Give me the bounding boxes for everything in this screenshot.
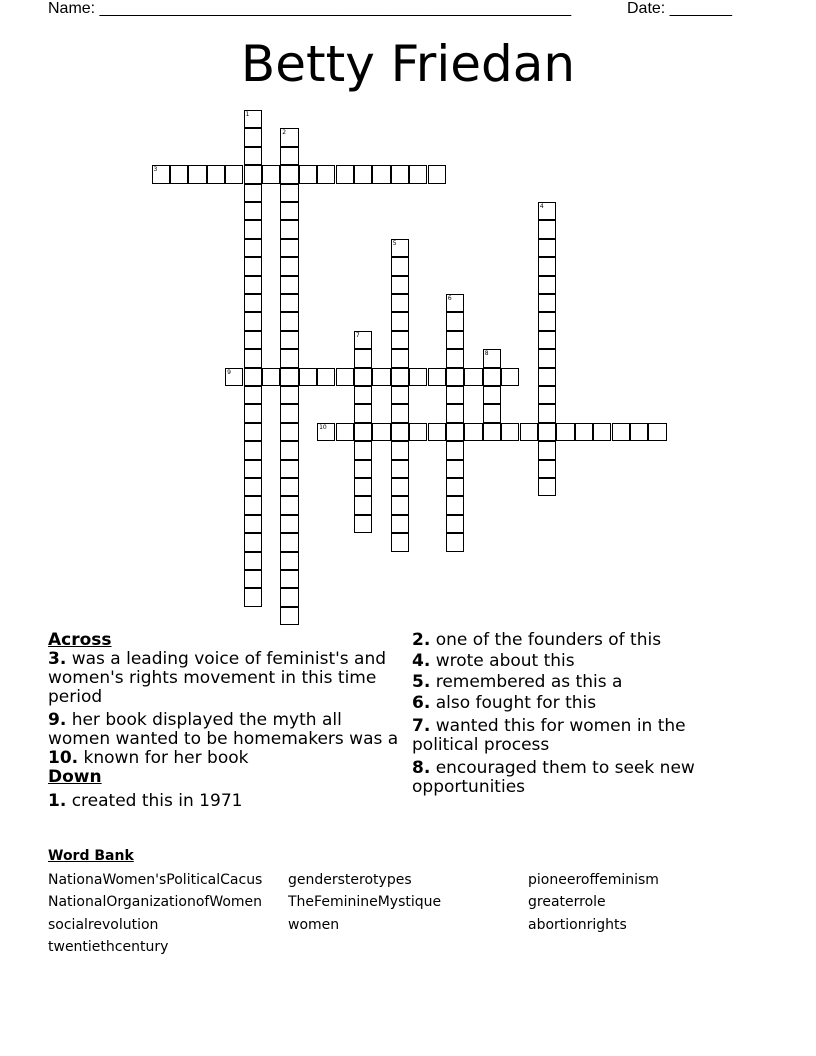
grid-cell[interactable]: [483, 349, 501, 367]
clue-text: wanted this for women in the political process: [412, 716, 686, 755]
grid-cell[interactable]: [244, 349, 262, 367]
grid-cell[interactable]: [446, 368, 464, 386]
grid-cell[interactable]: [391, 441, 409, 459]
grid-cell[interactable]: [280, 165, 298, 183]
page-title: Betty Friedan: [240, 35, 576, 93]
name-field[interactable]: Name: _____________________________________________________: [48, 0, 572, 17]
grid-cell[interactable]: [280, 312, 298, 330]
down-heading: Down: [48, 767, 102, 787]
date-field[interactable]: Date: _______: [627, 0, 732, 17]
grid-cell[interactable]: [299, 165, 317, 183]
word-bank-item: socialrevolution: [48, 916, 159, 933]
grid-cell[interactable]: [391, 460, 409, 478]
word-bank: [48, 845, 768, 959]
grid-cell[interactable]: [354, 386, 372, 404]
grid-cell[interactable]: [336, 165, 354, 183]
grid-cell[interactable]: [170, 165, 188, 183]
grid-cell[interactable]: [280, 423, 298, 441]
grid-cell[interactable]: [244, 128, 262, 146]
clue-text: one of the founders of this: [435, 630, 662, 650]
grid-cell[interactable]: [280, 276, 298, 294]
cell-number: 2: [282, 129, 287, 137]
grid-cell[interactable]: [244, 202, 262, 220]
grid-cell[interactable]: [244, 184, 262, 202]
grid-cell[interactable]: [280, 202, 298, 220]
grid-cell[interactable]: [391, 386, 409, 404]
grid-cell[interactable]: [244, 386, 262, 404]
clue-text: wrote about this: [435, 651, 575, 671]
grid-cell[interactable]: [244, 570, 262, 588]
grid-cell[interactable]: [391, 294, 409, 312]
grid-cell[interactable]: [244, 515, 262, 533]
word-bank-item: abortionrights: [528, 916, 627, 933]
grid-cell[interactable]: [538, 220, 556, 238]
clue-down-2: [412, 631, 752, 650]
grid-cell[interactable]: [538, 386, 556, 404]
grid-cell[interactable]: [225, 368, 243, 386]
grid-cell[interactable]: [317, 423, 335, 441]
word-bank-item: NationalOrganizationofWomen: [48, 894, 263, 910]
grid-cell[interactable]: [262, 165, 280, 183]
grid-cell[interactable]: [280, 257, 298, 275]
grid-cell[interactable]: [336, 423, 354, 441]
grid-cell[interactable]: [354, 349, 372, 367]
header: [48, 0, 748, 20]
grid-cell[interactable]: [538, 460, 556, 478]
grid-cell[interactable]: [391, 533, 409, 551]
grid-cell[interactable]: [280, 331, 298, 349]
grid-cell[interactable]: [244, 478, 262, 496]
grid-cell[interactable]: [538, 478, 556, 496]
clue-number: 5.: [412, 672, 431, 692]
grid-cell[interactable]: [225, 165, 243, 183]
grid-cell[interactable]: [280, 404, 298, 422]
grid-cell[interactable]: [446, 478, 464, 496]
grid-cell[interactable]: [354, 331, 372, 349]
grid-cell[interactable]: [354, 165, 372, 183]
grid-cell[interactable]: [299, 368, 317, 386]
cell-number: 8: [484, 350, 489, 358]
clue-down-8: [412, 759, 752, 797]
clue-across-10: [48, 749, 408, 768]
grid-cell[interactable]: [391, 368, 409, 386]
grid-cell[interactable]: [244, 331, 262, 349]
grid-cell[interactable]: [244, 588, 262, 606]
grid-cell[interactable]: [244, 110, 262, 128]
grid-cell[interactable]: [280, 239, 298, 257]
grid-cell[interactable]: [244, 220, 262, 238]
grid-cell[interactable]: [280, 220, 298, 238]
grid-cell[interactable]: [464, 423, 482, 441]
grid-cell[interactable]: [280, 533, 298, 551]
clue-down-4: [412, 652, 752, 671]
grid-cell[interactable]: [538, 312, 556, 330]
cell-number: 6: [447, 295, 452, 302]
grid-cell[interactable]: [446, 533, 464, 551]
grid-cell[interactable]: [391, 515, 409, 533]
grid-cell[interactable]: [446, 312, 464, 330]
clue-down-7: [412, 717, 752, 755]
grid-cell[interactable]: [280, 128, 298, 146]
grid-cell[interactable]: [244, 257, 262, 275]
grid-cell[interactable]: [244, 368, 262, 386]
grid-cell[interactable]: [501, 423, 519, 441]
word-bank-list: [48, 869, 768, 959]
clue-text: was a leading voice of feminist's and women's rights movement in this time period: [48, 649, 387, 707]
grid-cell[interactable]: [483, 423, 501, 441]
grid-cell[interactable]: [391, 349, 409, 367]
grid-cell[interactable]: [575, 423, 593, 441]
grid-cell[interactable]: [464, 368, 482, 386]
cell-number: 10: [319, 423, 327, 431]
grid-cell[interactable]: [354, 368, 372, 386]
grid-cell[interactable]: [556, 423, 574, 441]
word-bank-item: NationaWomen'sPoliticalCacus: [48, 871, 263, 888]
grid-cell[interactable]: [188, 165, 206, 183]
grid-cell[interactable]: [354, 515, 372, 533]
grid-cell[interactable]: [538, 404, 556, 422]
grid-cell[interactable]: [280, 552, 298, 570]
grid-cell[interactable]: [244, 552, 262, 570]
grid-cell[interactable]: [280, 515, 298, 533]
grid-cell[interactable]: [280, 184, 298, 202]
grid-cell[interactable]: [244, 276, 262, 294]
grid-cell[interactable]: [244, 147, 262, 165]
grid-cell[interactable]: [648, 423, 666, 441]
grid-cell[interactable]: [612, 423, 630, 441]
grid-cell[interactable]: [280, 588, 298, 606]
grid-cell[interactable]: [244, 496, 262, 514]
grid-cell[interactable]: [280, 570, 298, 588]
grid-cell[interactable]: [244, 165, 262, 183]
grid-cell[interactable]: [152, 165, 170, 183]
grid-cell[interactable]: [538, 349, 556, 367]
grid-cell[interactable]: [244, 312, 262, 330]
grid-cell[interactable]: [409, 165, 427, 183]
clue-number: 4.: [412, 651, 431, 671]
word-bank-item: greaterrole: [528, 894, 606, 910]
clue-text: also fought for this: [435, 693, 597, 713]
grid-cell[interactable]: [244, 404, 262, 422]
grid-cell[interactable]: [280, 441, 298, 459]
grid-cell[interactable]: [244, 239, 262, 257]
grid-cell[interactable]: [391, 239, 409, 257]
grid-cell[interactable]: [409, 423, 427, 441]
word-bank-item: TheFeminineMystique: [288, 894, 442, 910]
grid-cell[interactable]: [391, 478, 409, 496]
grid-cell[interactable]: [244, 441, 262, 459]
grid-cell[interactable]: [391, 276, 409, 294]
grid-cell[interactable]: [538, 276, 556, 294]
grid-cell[interactable]: [354, 441, 372, 459]
grid-cell[interactable]: [280, 496, 298, 514]
grid-cell[interactable]: [391, 496, 409, 514]
grid-cell[interactable]: [446, 294, 464, 312]
grid-cell[interactable]: [391, 257, 409, 275]
grid-cell[interactable]: [354, 404, 372, 422]
clue-number: 7.: [412, 716, 431, 736]
clue-text: encouraged them to seek new opportunities: [412, 758, 695, 797]
word-bank-heading: Word Bank: [48, 848, 134, 864]
grid-cell[interactable]: [244, 423, 262, 441]
grid-cell[interactable]: [317, 165, 335, 183]
cell-number: 3: [153, 166, 158, 174]
clue-text: remembered as this a: [435, 672, 623, 692]
clue-across-3: [48, 650, 408, 707]
grid-cell[interactable]: [446, 423, 464, 441]
word-bank-item: women: [288, 916, 340, 933]
clue-number: 6.: [412, 693, 431, 713]
grid-cell[interactable]: [538, 239, 556, 257]
clue-text: known for her book: [83, 748, 249, 768]
grid-cell[interactable]: [538, 423, 556, 441]
grid-cell[interactable]: [391, 404, 409, 422]
grid-cell[interactable]: [538, 202, 556, 220]
grid-cell[interactable]: [244, 294, 262, 312]
clue-number: 3.: [48, 649, 67, 669]
grid-cell[interactable]: [354, 496, 372, 514]
clue-down-5: [412, 673, 752, 692]
grid-cell[interactable]: [244, 460, 262, 478]
cell-number: 4: [539, 203, 544, 210]
grid-cell[interactable]: [280, 460, 298, 478]
grid-cell[interactable]: [538, 368, 556, 386]
clue-text: created this in 1971: [71, 791, 243, 811]
cell-number: 1: [245, 111, 250, 118]
grid-cell[interactable]: [280, 478, 298, 496]
grid-cell[interactable]: [372, 423, 390, 441]
grid-cell[interactable]: [280, 607, 298, 625]
grid-cell[interactable]: [391, 331, 409, 349]
grid-cell[interactable]: [446, 441, 464, 459]
grid-cell[interactable]: [428, 368, 446, 386]
grid-cell[interactable]: [336, 368, 354, 386]
cell-number: 5: [392, 239, 397, 247]
grid-cell[interactable]: [446, 404, 464, 422]
clue-number: 9.: [48, 710, 67, 730]
clue-down-1: [48, 792, 408, 811]
clue-number: 10.: [48, 748, 79, 768]
grid-cell[interactable]: [446, 515, 464, 533]
grid-cell[interactable]: [538, 257, 556, 275]
grid-cell[interactable]: [483, 404, 501, 422]
grid-cell[interactable]: [391, 165, 409, 183]
grid-cell[interactable]: [483, 386, 501, 404]
grid-cell[interactable]: [354, 478, 372, 496]
cell-number: 7: [355, 331, 360, 339]
grid-cell[interactable]: [280, 294, 298, 312]
word-bank-item: twentiethcentury: [48, 939, 169, 955]
grid-cell[interactable]: [280, 349, 298, 367]
clue-number: 1.: [48, 791, 67, 811]
grid-cell[interactable]: [391, 312, 409, 330]
grid-cell[interactable]: [520, 423, 538, 441]
grid-cell[interactable]: [372, 368, 390, 386]
grid-cell[interactable]: [391, 423, 409, 441]
grid-cell[interactable]: [428, 165, 446, 183]
grid-cell[interactable]: [501, 368, 519, 386]
grid-cell[interactable]: [354, 460, 372, 478]
grid-cell[interactable]: [280, 386, 298, 404]
grid-cell[interactable]: [262, 368, 280, 386]
clues-right-column: [412, 631, 752, 801]
clue-number: 8.: [412, 758, 431, 778]
grid-cell[interactable]: [446, 460, 464, 478]
grid-cell[interactable]: [244, 533, 262, 551]
across-heading: Across: [48, 630, 112, 650]
cell-number: 9: [227, 368, 231, 376]
grid-cell[interactable]: [593, 423, 611, 441]
grid-cell[interactable]: [483, 368, 501, 386]
grid-cell[interactable]: [280, 147, 298, 165]
grid-cell[interactable]: [409, 368, 427, 386]
grid-cell[interactable]: [280, 368, 298, 386]
word-bank-item: gendersterotypes: [288, 871, 412, 888]
grid-cell[interactable]: [538, 331, 556, 349]
grid-cell[interactable]: [446, 349, 464, 367]
clue-number: 2.: [412, 630, 431, 650]
clue-down-6: [412, 694, 752, 713]
grid-cell[interactable]: [428, 423, 446, 441]
grid-cell[interactable]: [538, 441, 556, 459]
grid-cell[interactable]: [446, 331, 464, 349]
clues-left-column: [48, 631, 408, 815]
grid-cell[interactable]: [207, 165, 225, 183]
word-bank-item: pioneeroffeminism: [528, 871, 659, 888]
clue-across-9: [48, 711, 408, 749]
grid-cell[interactable]: [354, 423, 372, 441]
grid-cell[interactable]: [317, 368, 335, 386]
clue-text: her book displayed the myth all women wanted to be homemakers was a: [48, 710, 399, 749]
grid-cell[interactable]: [538, 294, 556, 312]
grid-cell[interactable]: [372, 165, 390, 183]
grid-cell[interactable]: [446, 496, 464, 514]
grid-cell[interactable]: [630, 423, 648, 441]
grid-cell[interactable]: [446, 386, 464, 404]
